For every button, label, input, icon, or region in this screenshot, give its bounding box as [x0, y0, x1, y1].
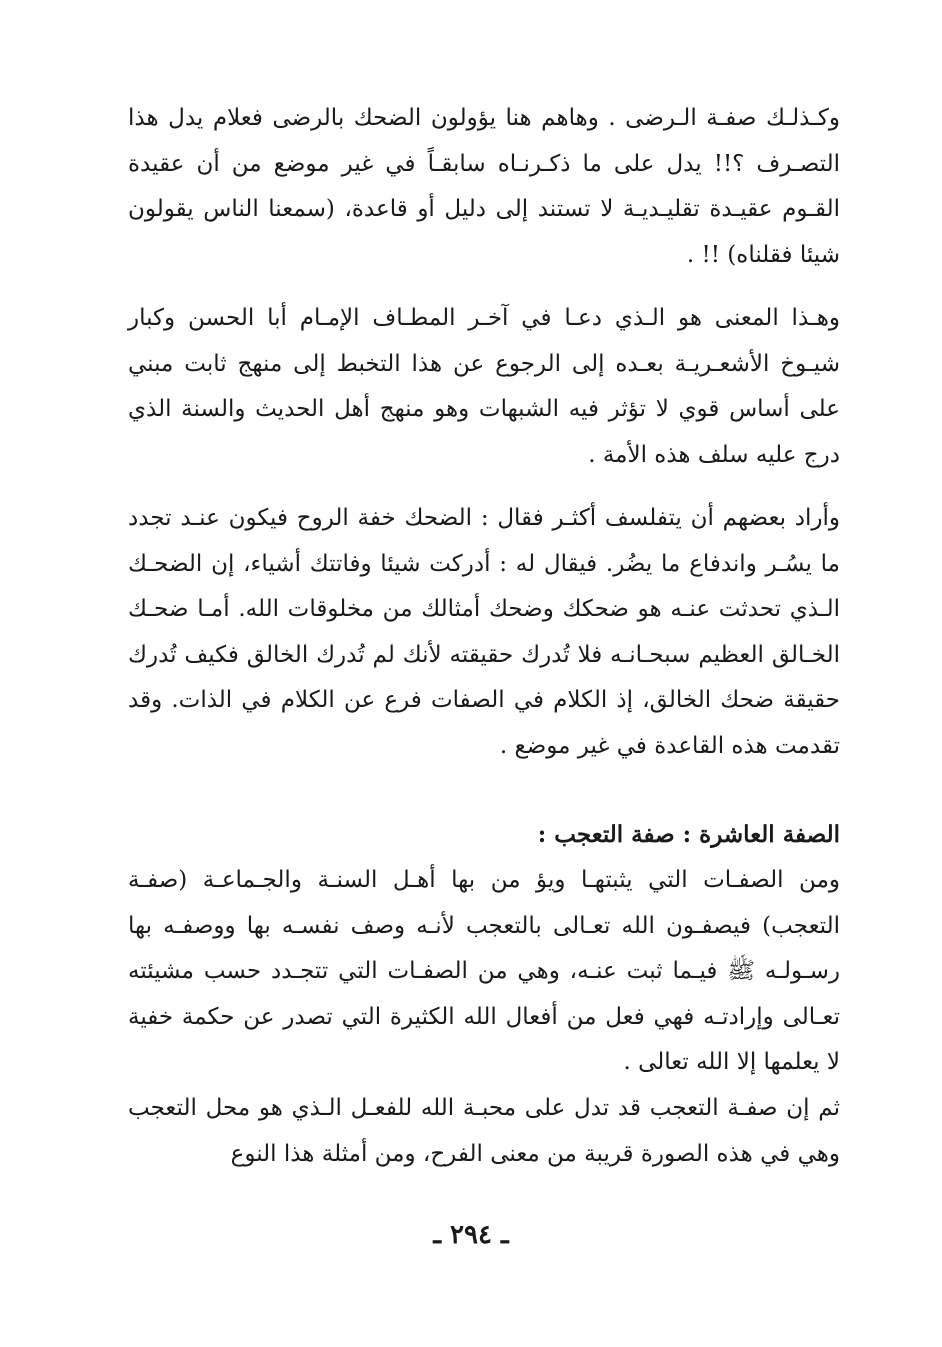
section-heading: الصفة العاشرة : صفة التعجب : — [537, 821, 840, 848]
paragraph-philosophizing-rebuttal: وأراد بعضهم أن يتفلسف أكثـر فقال : الضحك خفة الروح فيكون عنـد تجدد ما يسُـر واندفاع ما يضُر. فيقال له : أدركت شيئا وفاتتك أشياء، إن الضحـك الـذي تحدثت عنـه هو ضحكك وضحك أمثالك من مخلوقات الله. أمـا ضحـك الخـالق العظيم سبحـانـه فلا تُدرك حقيقته لأنك لم تُدرك الخالق فكيف تُدرك حقيقة ضحك الخالق، إذ الكلام في الصفات فرع عن الكلام في الذات. وقد تقدمت هذه القاعدة في غير موضع . — [128, 505, 840, 759]
page-number: ـ ٢٩٤ ـ — [433, 1220, 509, 1250]
paragraph-ashari-return: وهـذا المعنى هو الـذي دعـا في آخـر المطـاف الإمـام أبا الحسن وكبار شيـوخ الأشعـريـة بعـده إلى الرجوع عن هذا التخبط إلى منهج ثابت مبني على أساس قوي لا تؤثر فيه الشبهات وهو منهج أهل الحديث والسنة الذي درج عليه سلف هذه الأمة . — [128, 305, 840, 468]
paragraph-wonder-love: ثم إن صفـة التعجب قد تدل على محبـة الله للفعـل الـذي هو محل التعجب وهي في هذه الصورة قريبة من معنى الفرح، ومن أمثلة هذا النوع — [128, 1095, 841, 1167]
paragraph-laughter-interpretation: وكـذلـك صفـة الـرضى . وهاهم هنا يؤولون الضحك بالرضى فعلام يدل هذا التصـرف ؟!! يدل على ما ذكـرنـاه سابقـاً في غير موضع من أن عقيدة القـوم عقيـدة تقليـديـة لا تستند إلى دليل أو قاعدة، (سمعنا الناس يقولون شيئا فقلناه) !! . — [128, 105, 840, 268]
paragraph-wonder-attribute: ومن الصفـات التي يثبتهـا ويؤ من بها أهـل السنـة والجـماعـة (صفـة التعجب) فيصفـون الله تعـالى بالتعجب لأنـه وصف نفسـه بها ووصفـه بها رسـولـه ﷺ فيـما ثبت عنـه، وهي من الصفـات التي تتجـدد حسب مشيئته تعـالى وإرادتـه فهي فعل من أفعال الله الكثيرة التي تصدر عن حكمة خفية لا يعلمها إلا الله تعالى . — [128, 867, 840, 1075]
